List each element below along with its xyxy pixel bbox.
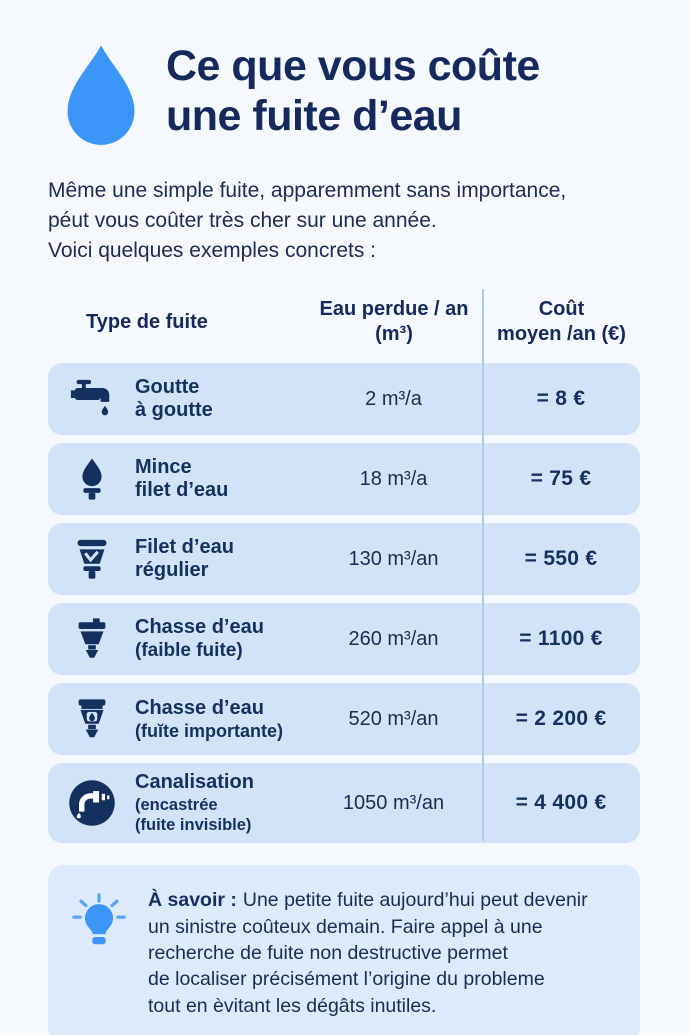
header <box>0 0 690 158</box>
intro-line-3: Voici quelques exemples concrets : <box>48 238 377 262</box>
steady-stream-icon <box>48 536 135 582</box>
table-row <box>48 443 640 515</box>
leak-cost-table <box>48 285 640 843</box>
pipe-leak-icon <box>48 777 135 829</box>
note-line-1: À savoir : Une petite fuite aujourd’hui peut devenir <box>148 889 588 912</box>
intro-paragraph <box>48 176 642 265</box>
intro-line-2: péut vous coûter très cher sur une année. <box>48 208 437 232</box>
cost-value: = 2 200 € <box>515 707 607 731</box>
intro-line-1: Même une simple fuite, apparemment sans importance, <box>48 179 567 202</box>
table-row <box>48 763 640 843</box>
leak-type-label: Mince filet d’eau <box>135 455 229 502</box>
toilet-flush-big-leak-icon <box>48 696 135 742</box>
column-header-cost: Coût moyen /an (€) <box>497 298 626 346</box>
leak-type-label: Chasse d’eau (fuĭte importante) <box>135 697 283 741</box>
cost-value: = 8 € <box>536 387 586 411</box>
info-note <box>48 865 640 1035</box>
note-line-2: un sinistre coûteux demain. Faire appel à une <box>148 915 543 938</box>
table-row <box>48 683 640 755</box>
cost-value: = 1100 € <box>519 627 603 651</box>
leak-type-label: Canalisation (encastrée (fuite invisible) <box>135 771 254 835</box>
table-row <box>48 523 640 595</box>
column-divider <box>482 289 484 841</box>
water-lost-value: 18 m³/a <box>359 467 428 490</box>
column-header-water: Eau perdue / an (m³) <box>319 298 469 346</box>
lightbulb-icon <box>68 891 130 953</box>
note-text <box>148 887 588 1019</box>
leak-type-label: Chasse d’eau (faible fuite) <box>135 616 264 662</box>
water-drop-icon <box>58 40 144 158</box>
leak-type-label: Filet d’eau régulier <box>135 535 234 582</box>
faucet-drip-icon <box>48 376 135 422</box>
page-title <box>166 42 540 142</box>
table-header-row <box>48 285 640 363</box>
water-lost-value: 260 m³/an <box>348 627 439 650</box>
title-line-1: Ce que vous coûte <box>166 42 540 90</box>
table-row <box>48 363 640 435</box>
table-row <box>48 603 640 675</box>
table-body <box>48 363 640 843</box>
title-line-2: une fuite d’eau <box>166 91 462 140</box>
water-lost-value: 2 m³/a <box>365 387 422 410</box>
note-line-3: recherche de fuite non destructive permet <box>148 941 508 964</box>
water-lost-value: 520 m³/an <box>348 707 439 730</box>
water-lost-value: 1050 m³/an <box>342 791 445 814</box>
note-line-5: tout en èvitant les dégâts inutiles. <box>148 994 437 1017</box>
column-header-type: Type de fuite <box>86 310 208 333</box>
cost-value: = 550 € <box>524 547 598 571</box>
water-lost-value: 130 m³/an <box>348 547 439 570</box>
cost-value: = 75 € <box>530 467 592 491</box>
leak-type-label: Goutte à goutte <box>135 375 213 422</box>
thin-stream-icon <box>48 456 135 502</box>
note-label: À savoir : <box>148 889 237 912</box>
note-line-4: de localiser précisément l’origine du probleme <box>148 968 545 991</box>
cost-value: = 4 400 € <box>515 791 607 815</box>
toilet-flush-small-leak-icon <box>48 616 135 662</box>
